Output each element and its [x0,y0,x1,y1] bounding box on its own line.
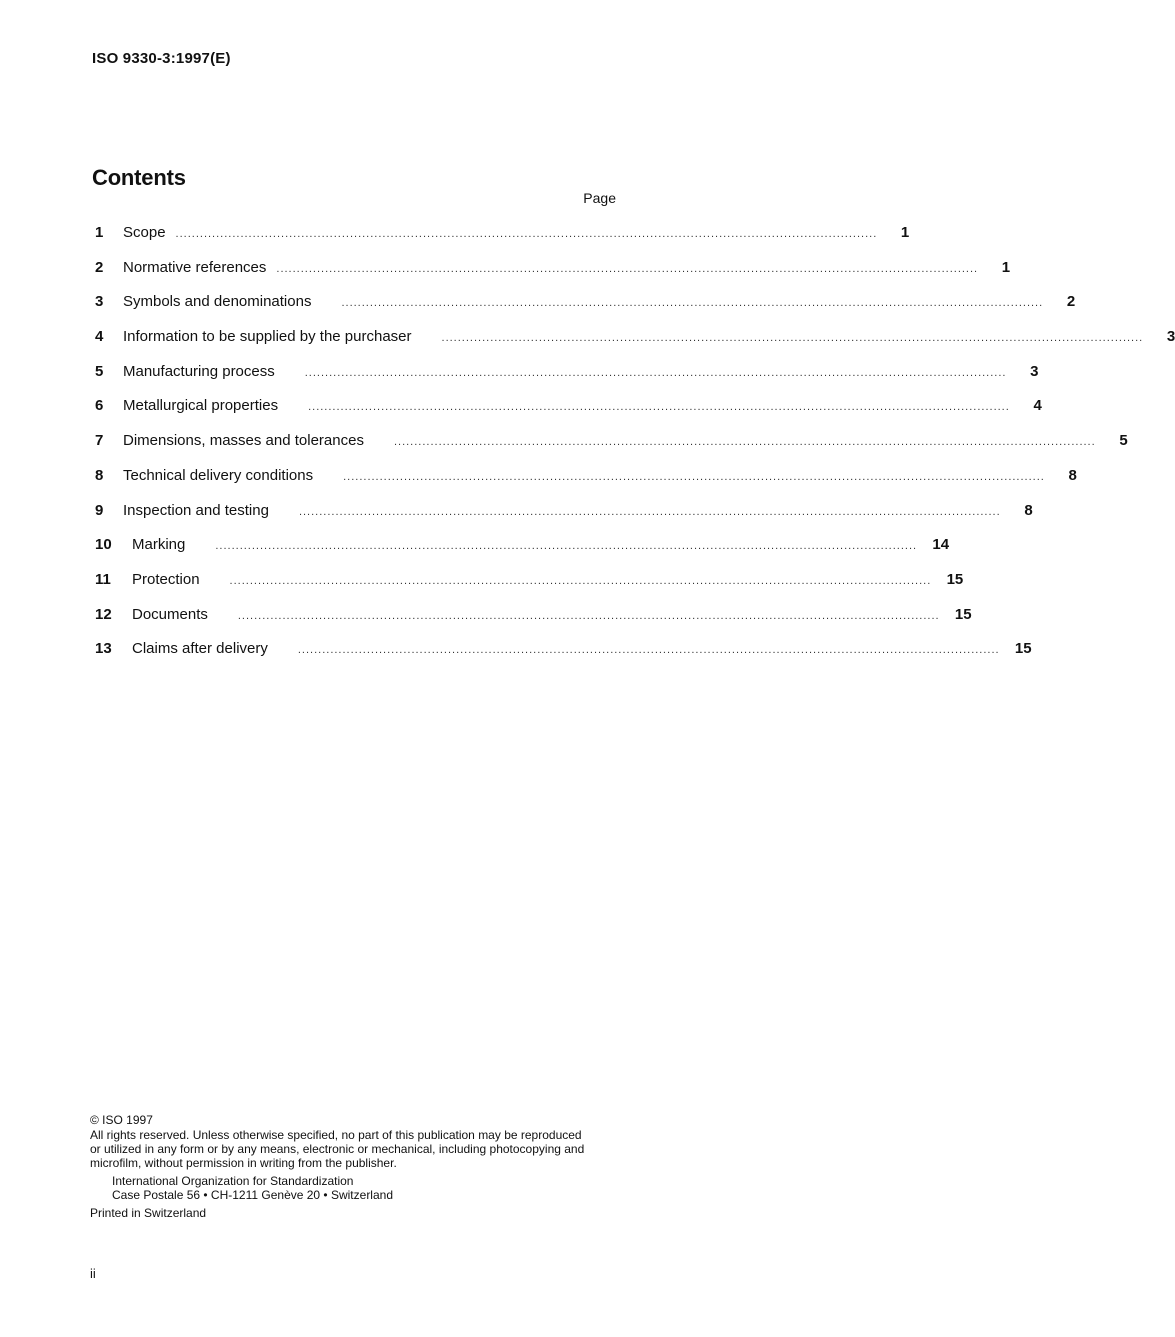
toc-entry-title: Protection [132,570,200,588]
dot-leader: ............................................................................................................................................................................. [237,609,940,622]
toc-entry[interactable] [95,362,1039,397]
toc-entry[interactable] [95,327,1175,362]
dot-leader: ............................................................................................................................................................................. [215,540,918,553]
toc-entry-number: 10 [95,536,112,554]
toc-entry[interactable] [95,396,1042,431]
toc-entry-page: 8 [1024,501,1033,519]
toc-entry-page: 3 [1166,328,1175,346]
contents-heading: Contents [92,165,186,190]
document-id: ISO 9330-3:1997(E) [92,50,231,67]
toc-entry-page: 8 [1068,466,1077,484]
toc-entry-title: Claims after delivery [132,640,268,658]
toc-entry-page: 15 [1014,640,1032,658]
dot-leader: ............................................................................................................................................................................. [304,366,1007,379]
toc-entry-number: 5 [95,362,104,380]
toc-entry-page: 15 [954,605,972,623]
toc-entry-title: Symbols and denominations [123,293,312,311]
page-column-label: Page [583,190,616,206]
dot-leader: ............................................................................................................................................................................. [298,505,1001,518]
toc-entry-title: Inspection and testing [123,501,269,519]
dot-leader: ............................................................................................................................................................................. [276,262,979,275]
toc-entry-title: Normative references [123,258,267,276]
toc-entry-page: 4 [1033,397,1042,415]
dot-leader: ............................................................................................................................................................................. [441,332,1144,345]
dot-leader: ............................................................................................................................................................................. [175,228,878,240]
toc-entry-number: 2 [95,258,104,276]
toc-entry-title: Marking [132,536,186,554]
toc-entry-title: Metallurgical properties [123,397,279,415]
toc-entry-number: 7 [95,432,104,450]
toc-entry-page: 5 [1119,432,1128,450]
toc-entry-number: 11 [95,570,111,588]
toc-entry-page: 2 [1066,293,1076,311]
toc-entry-number: 3 [95,293,104,311]
toc-entry-title: Dimensions, masses and tolerances [123,432,364,450]
toc-entry[interactable] [95,535,950,570]
rights-statement-line: microfilm, without permission in writing from the publisher. [90,1156,397,1170]
toc-entry-page: 14 [932,536,950,554]
toc-entry[interactable] [95,605,972,640]
organization-address: Case Postale 56 • CH-1211 Genève 20 • Switzerland [112,1188,393,1202]
printed-in: Printed in Switzerland [90,1206,207,1220]
toc-entry-number: 1 [95,224,104,241]
toc-entry[interactable] [95,501,1033,536]
toc-entry[interactable] [95,570,964,605]
toc-entry[interactable] [95,292,1076,327]
dot-leader: ............................................................................................................................................................................. [341,297,1044,310]
toc-entry[interactable] [95,223,910,258]
dot-leader: ............................................................................................................................................................................. [297,644,1000,657]
copyright-notice: © ISO 1997 [90,1113,153,1127]
toc-entry-page: 3 [1030,362,1039,380]
toc-entry-number: 9 [95,501,104,519]
toc-entry-number: 12 [95,605,112,623]
toc-entry-page: 15 [946,570,964,588]
toc-entry-title: Documents [132,605,208,623]
dot-leader: ............................................................................................................................................................................. [343,470,1045,483]
toc-entry-number: 4 [95,328,104,346]
toc-entry-title: Information to be supplied by the purchaser [123,328,412,346]
toc-entry[interactable] [95,431,1128,466]
toc-entry-number: 8 [95,466,104,484]
dot-leader: ............................................................................................................................................................................. [393,436,1096,449]
dot-leader: ............................................................................................................................................................................. [308,401,1010,414]
organization-name: International Organization for Standardization [112,1174,354,1188]
page-number: ii [90,1266,96,1281]
toc-entry[interactable] [95,639,1032,674]
rights-statement-line: or utilized in any form or by any means, electronic or mechanical, including photocopying and [90,1142,585,1156]
rights-statement-line: All rights reserved. Unless otherwise specified, no part of this publication may be reproduced [90,1128,582,1142]
toc-entry-title: Manufacturing process [123,362,275,380]
dot-leader: ............................................................................................................................................................................. [229,574,932,587]
publication-footer [90,1113,620,1220]
toc-entry-page: 1 [1001,258,1011,276]
toc-entry-title: Technical delivery conditions [123,466,314,484]
toc-entry-number: 13 [95,640,112,658]
toc-entry-number: 6 [95,397,104,415]
toc-entry[interactable] [95,466,1077,501]
toc-entry-title: Scope [123,224,166,241]
toc-entry-page: 1 [900,224,910,241]
table-of-contents [95,223,1175,674]
toc-entry[interactable] [95,258,1011,293]
